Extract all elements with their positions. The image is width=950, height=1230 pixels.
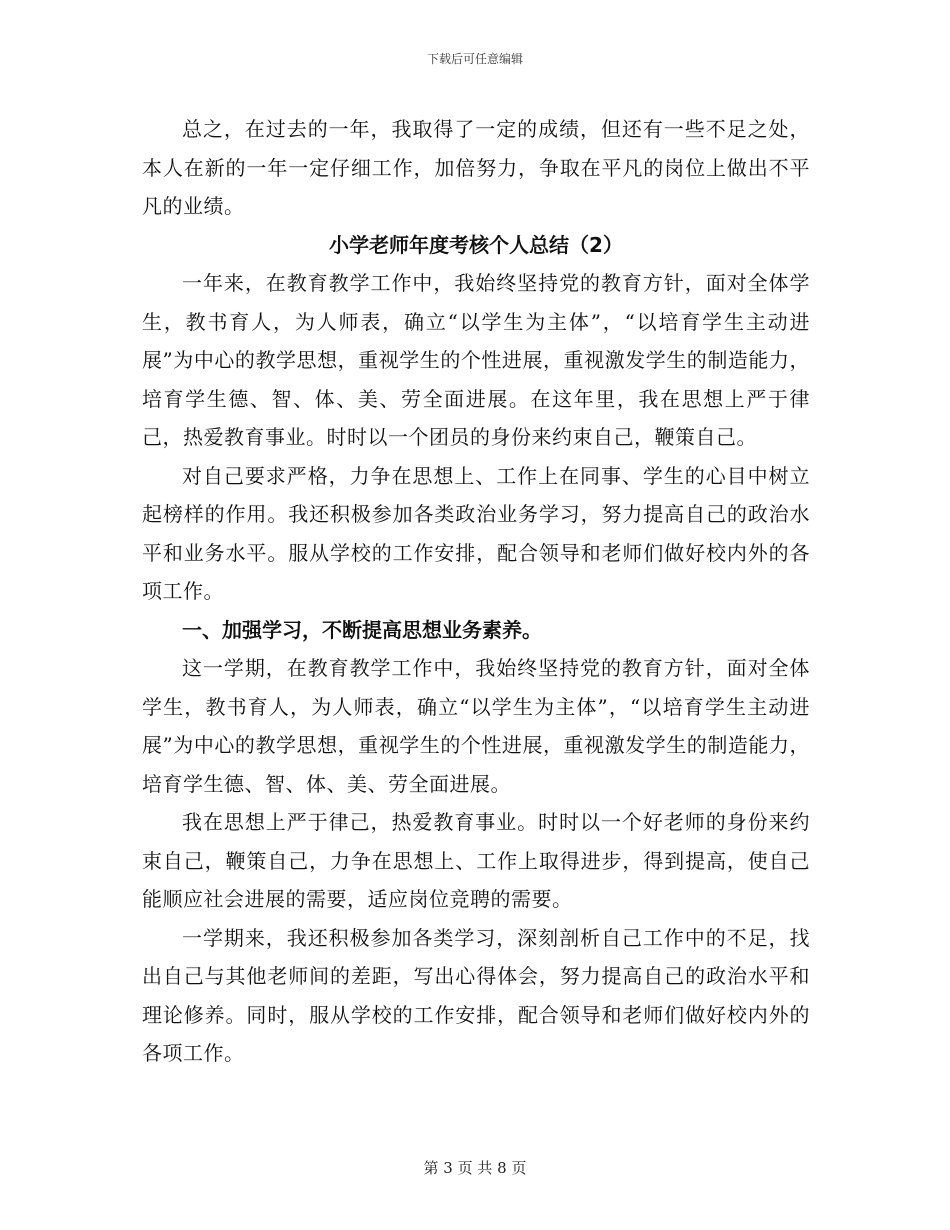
paragraph-self-discipline: 对自己要求严格，力争在思想上、工作上在同事、学生的心目中树立起榜样的作用。我还积极参加各类政治业务学习，努力提高自己的政治水平和业务水平。服从学校的工作安排，配合领导和老师们做好校内外的各项工作。 — [142, 463, 810, 603]
section-heading: 一、加强学习，不断提高思想业务素养。 — [182, 617, 542, 642]
paragraph-semester: 这一学期，在教育教学工作中，我始终坚持党的教育方针，面对全体学生，教书育人，为人师表，确立“以学生为主体”，“以培育学生主动进展”为中心的教学思想，重视学生的个性进展，重视激发学生的制造能力，培育学生德、智、体、美、劳全面进展。 — [142, 656, 810, 796]
page-indicator: 第 3 页 共 8 页 — [423, 1159, 527, 1177]
paragraph-learning: 一学期来，我还积极参加各类学习，深刻剖析自己工作中的不足，找出自己与其他老师间的差距，写出心得体会，努力提高自己的政治水平和理论修养。同时，服从学校的工作安排，配合领导和老师们做好校内外的各项工作。 — [142, 925, 810, 1065]
document-title: 小学老师年度考核个人总结（2） — [329, 232, 623, 257]
paragraph-conclusion: 总之，在过去的一年，我取得了一定的成绩，但还有一些不足之处，本人在新的一年一定仔细工作，加倍努力，争取在平凡的岗位上做出不平凡的业绩。 — [142, 117, 810, 218]
document-body — [142, 110, 810, 1073]
paragraph-intro: 一年来，在教育教学工作中，我始终坚持党的教育方针，面对全体学生，教书育人，为人师表，确立“以学生为主体”，“以培育学生主动进展”为中心的教学思想，重视学生的个性进展，重视激发学生的制造能力，培育学生德、智、体、美、劳全面进展。在这年里，我在思想上严于律己，热爱教育事业。时时以一个团员的身份来约束自己，鞭策自己。 — [142, 271, 810, 449]
header-note: 下载后可任意编辑 — [426, 52, 523, 66]
paragraph-ideology: 我在思想上严于律己，热爱教育事业。时时以一个好老师的身份来约束自己，鞭策自己，力争在思想上、工作上取得进步，得到提高，使自己能顺应社会进展的需要，适应岗位竞聘的需要。 — [142, 810, 810, 911]
